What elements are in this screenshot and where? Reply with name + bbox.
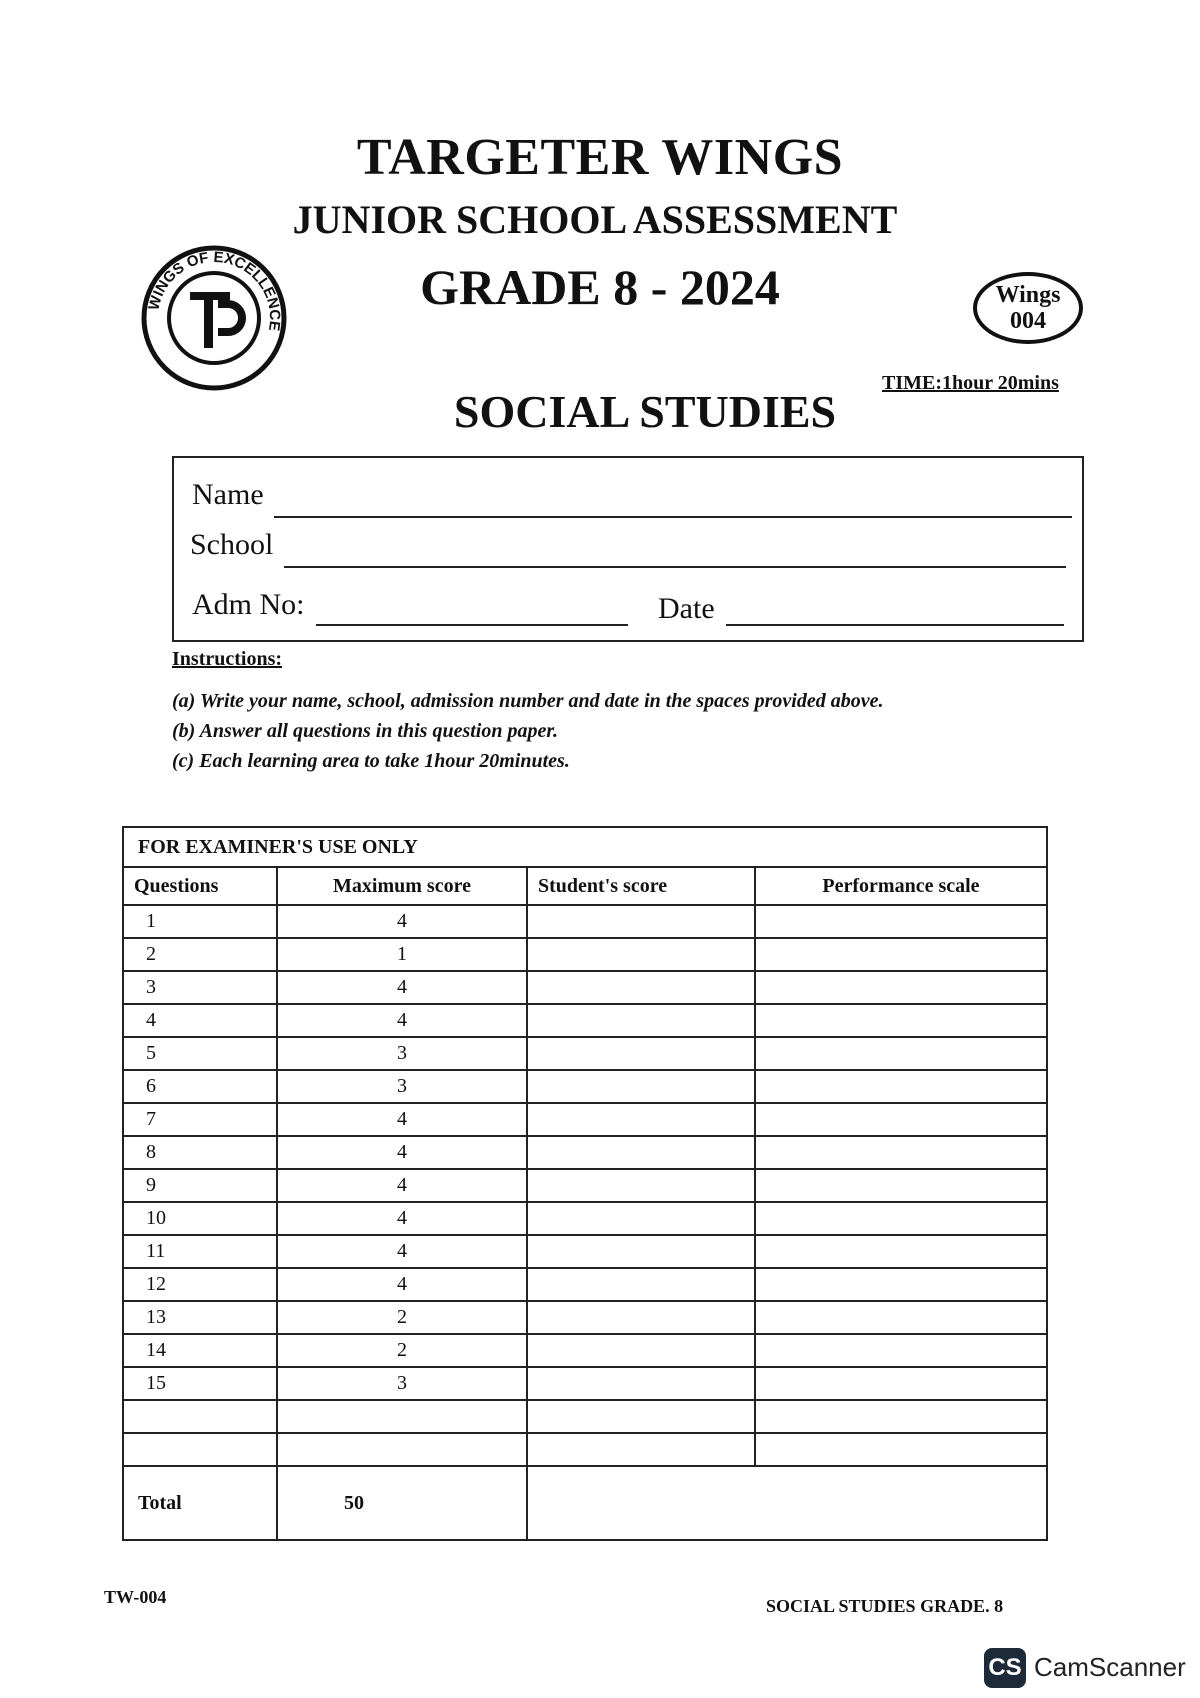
question-number-cell: 6 — [123, 1070, 277, 1103]
col-maximum-score: Maximum score — [277, 867, 527, 905]
question-number-cell: 11 — [123, 1235, 277, 1268]
performance-scale-cell[interactable] — [755, 1367, 1047, 1400]
max-score-cell: 1 — [277, 938, 527, 971]
table-row — [123, 1268, 1047, 1301]
table-row — [123, 1367, 1047, 1400]
student-score-cell[interactable] — [527, 905, 755, 938]
performance-scale-cell[interactable] — [755, 1136, 1047, 1169]
badge-line1: Wings — [995, 282, 1061, 308]
max-score-cell — [277, 1433, 527, 1466]
student-score-cell[interactable] — [527, 1367, 755, 1400]
question-number-cell: 13 — [123, 1301, 277, 1334]
wings-004-badge — [973, 272, 1083, 344]
max-score-cell — [277, 1400, 527, 1433]
table-row — [123, 1136, 1047, 1169]
question-number-cell: 4 — [123, 1004, 277, 1037]
performance-scale-cell[interactable] — [755, 1301, 1047, 1334]
performance-scale-cell[interactable] — [755, 971, 1047, 1004]
table-row — [123, 1433, 1047, 1466]
table-row — [123, 938, 1047, 971]
max-score-cell: 2 — [277, 1334, 527, 1367]
table-row — [123, 1202, 1047, 1235]
assessment-title: JUNIOR SCHOOL ASSESSMENT — [292, 197, 898, 242]
performance-scale-cell[interactable] — [755, 1004, 1047, 1037]
instruction-c: (c) Each learning area to take 1hour 20minutes. — [172, 750, 570, 772]
student-score-cell[interactable] — [527, 1202, 755, 1235]
performance-scale-cell[interactable] — [755, 1202, 1047, 1235]
max-score-cell: 4 — [277, 971, 527, 1004]
table-row — [123, 1103, 1047, 1136]
candidate-info-box — [172, 456, 1084, 642]
max-score-cell: 4 — [277, 1202, 527, 1235]
adm-no-field[interactable] — [316, 624, 628, 626]
student-score-cell[interactable] — [527, 1136, 755, 1169]
performance-scale-cell[interactable] — [755, 1235, 1047, 1268]
table-row — [123, 1070, 1047, 1103]
performance-scale-cell[interactable] — [755, 1400, 1047, 1433]
table-row — [123, 1235, 1047, 1268]
student-score-cell[interactable] — [527, 1301, 755, 1334]
student-score-cell[interactable] — [527, 1400, 755, 1433]
examiner-table-title-row — [123, 827, 1047, 867]
student-score-cell[interactable] — [527, 971, 755, 1004]
wings-of-excellence-logo-icon — [140, 244, 288, 392]
performance-scale-cell[interactable] — [755, 1268, 1047, 1301]
table-row — [123, 905, 1047, 938]
question-number-cell: 12 — [123, 1268, 277, 1301]
student-score-cell[interactable] — [527, 1070, 755, 1103]
name-label: Name — [192, 478, 264, 511]
table-row — [123, 1169, 1047, 1202]
badge-line2: 004 — [1010, 308, 1046, 334]
examiner-table-title: FOR EXAMINER'S USE ONLY — [123, 827, 1047, 867]
instruction-b: (b) Answer all questions in this question paper. — [172, 720, 559, 742]
school-field[interactable] — [284, 566, 1066, 568]
max-score-cell: 4 — [277, 1004, 527, 1037]
question-number-cell: 8 — [123, 1136, 277, 1169]
max-score-cell: 4 — [277, 1268, 527, 1301]
student-score-cell[interactable] — [527, 1004, 755, 1037]
student-score-cell[interactable] — [527, 938, 755, 971]
question-number-cell: 10 — [123, 1202, 277, 1235]
question-number-cell — [123, 1400, 277, 1433]
question-number-cell: 7 — [123, 1103, 277, 1136]
question-number-cell — [123, 1433, 277, 1466]
question-number-cell: 2 — [123, 938, 277, 971]
max-score-cell: 3 — [277, 1367, 527, 1400]
examiner-table-header-row — [123, 867, 1047, 905]
question-number-cell: 9 — [123, 1169, 277, 1202]
student-score-cell[interactable] — [527, 1433, 755, 1466]
student-score-cell[interactable] — [527, 1037, 755, 1070]
table-row — [123, 1004, 1047, 1037]
performance-scale-cell[interactable] — [755, 1169, 1047, 1202]
instruction-a: (a) Write your name, school, admission number and date in the spaces provided above. — [172, 690, 884, 712]
total-value: 50 — [277, 1466, 527, 1540]
student-score-cell[interactable] — [527, 1103, 755, 1136]
date-field[interactable] — [726, 624, 1064, 626]
logo-text: WINGS OF EXCELLENCE — [145, 248, 284, 332]
performance-scale-cell[interactable] — [755, 938, 1047, 971]
max-score-cell: 4 — [277, 905, 527, 938]
student-score-cell[interactable] — [527, 1334, 755, 1367]
question-number-cell: 5 — [123, 1037, 277, 1070]
camscanner-watermark: CamScanner — [1034, 1652, 1186, 1682]
performance-scale-cell[interactable] — [755, 1070, 1047, 1103]
question-number-cell: 1 — [123, 905, 277, 938]
performance-scale-cell[interactable] — [755, 1334, 1047, 1367]
grade-title: GRADE 8 - 2024 — [420, 259, 780, 315]
max-score-cell: 4 — [277, 1103, 527, 1136]
max-score-cell: 2 — [277, 1301, 527, 1334]
school-name: TARGETER WINGS — [356, 129, 844, 186]
subject-title: SOCIAL STUDIES — [453, 386, 837, 437]
total-row — [123, 1466, 1047, 1540]
max-score-cell: 4 — [277, 1136, 527, 1169]
student-score-cell[interactable] — [527, 1235, 755, 1268]
max-score-cell: 4 — [277, 1235, 527, 1268]
total-label: Total — [123, 1466, 277, 1540]
date-label: Date — [658, 592, 715, 625]
student-score-cell[interactable] — [527, 1169, 755, 1202]
performance-scale-cell[interactable] — [755, 1037, 1047, 1070]
instructions-heading: Instructions: — [172, 648, 283, 670]
school-label: School — [190, 528, 274, 561]
question-number-cell: 15 — [123, 1367, 277, 1400]
max-score-cell: 3 — [277, 1037, 527, 1070]
col-students-score: Student's score — [527, 867, 755, 905]
col-questions: Questions — [123, 867, 277, 905]
performance-scale-cell[interactable] — [755, 905, 1047, 938]
table-row — [123, 1400, 1047, 1433]
col-performance-scale: Performance scale — [755, 867, 1047, 905]
max-score-cell: 4 — [277, 1169, 527, 1202]
adm-label: Adm No: — [192, 588, 305, 621]
table-row — [123, 971, 1047, 1004]
table-row — [123, 1301, 1047, 1334]
student-score-cell[interactable] — [527, 1268, 755, 1301]
paper-code: TW-004 — [104, 1587, 167, 1607]
performance-scale-cell[interactable] — [755, 1103, 1047, 1136]
name-field[interactable] — [274, 516, 1072, 518]
time-allowed: TIME:1hour 20mins — [882, 372, 1059, 394]
max-score-cell: 3 — [277, 1070, 527, 1103]
question-number-cell: 14 — [123, 1334, 277, 1367]
total-student-score-cell[interactable] — [527, 1466, 1047, 1540]
paper-footer-title: SOCIAL STUDIES GRADE. 8 — [766, 1596, 1004, 1616]
table-row — [123, 1037, 1047, 1070]
table-row — [123, 1334, 1047, 1367]
examiner-table — [122, 826, 1048, 1541]
question-number-cell: 3 — [123, 971, 277, 1004]
performance-scale-cell[interactable] — [755, 1433, 1047, 1466]
camscanner-icon: CS — [984, 1648, 1026, 1688]
svg-text:WINGS OF EXCELLENCE — [145, 249, 283, 332]
